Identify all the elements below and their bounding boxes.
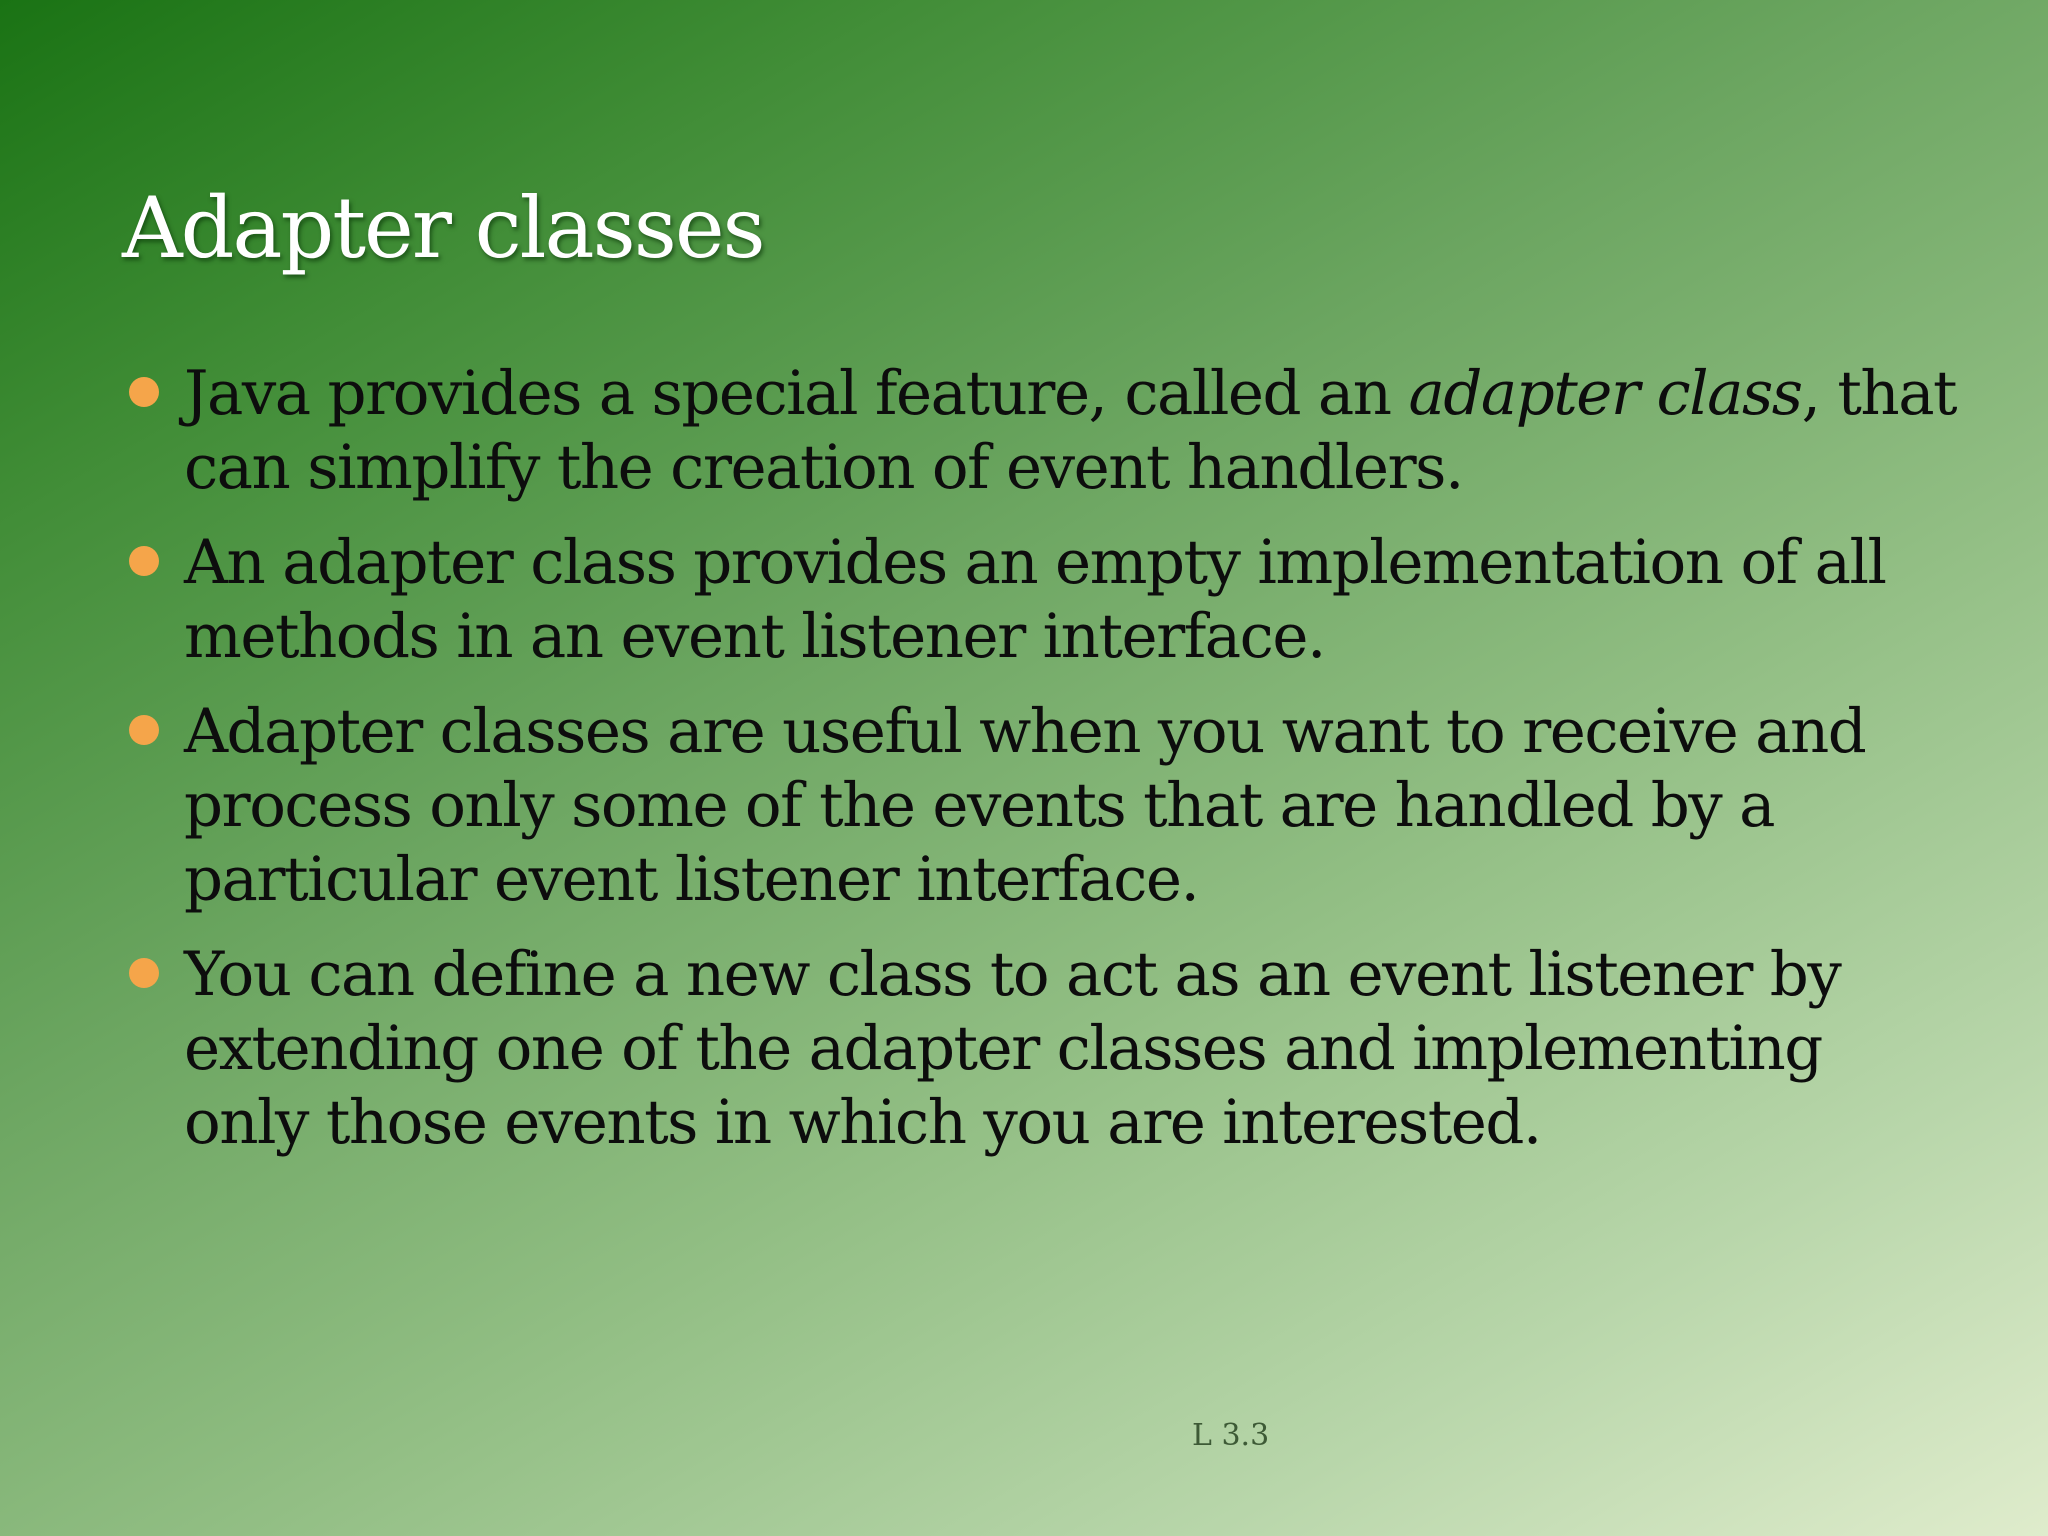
bullet-dot-icon xyxy=(129,546,159,576)
bullet-line xyxy=(184,357,1957,431)
bullet-item xyxy=(124,938,1924,1160)
bullet-line: only those events in which you are interested. xyxy=(184,1087,1541,1158)
bullet-text: , that xyxy=(1801,358,1957,429)
bullet-text: Java provides a special feature, called an xyxy=(184,358,1409,429)
bullet-list xyxy=(124,357,1957,1181)
bullet-line: You can define a new class to act as an event listener by xyxy=(184,939,1841,1010)
slide-title: Adapter classes xyxy=(122,179,764,277)
bullet-line: Adapter classes are useful when you want to receive and xyxy=(184,696,1866,767)
bullet-dot-icon xyxy=(129,377,159,407)
bullet-item xyxy=(124,695,1924,917)
bullet-dot-icon xyxy=(129,958,159,988)
bullet-emphasis: adapter class xyxy=(1408,358,1802,429)
bullet-line: process only some of the events that are handled by a xyxy=(184,770,1774,841)
bullet-line: can simplify the creation of event handlers. xyxy=(184,432,1463,503)
bullet-line: methods in an event listener interface. xyxy=(184,601,1325,672)
bullet-line: particular event listener interface. xyxy=(184,844,1199,915)
bullet-line: An adapter class provides an empty implementation of all xyxy=(184,527,1886,598)
bullet-item xyxy=(124,526,1924,674)
bullet-dot-icon xyxy=(129,715,159,745)
bullet-line: extending one of the adapter classes and implementing xyxy=(184,1013,1822,1084)
slide-footer-label: L 3.3 xyxy=(1192,1418,1270,1453)
bullet-item xyxy=(124,357,1957,505)
